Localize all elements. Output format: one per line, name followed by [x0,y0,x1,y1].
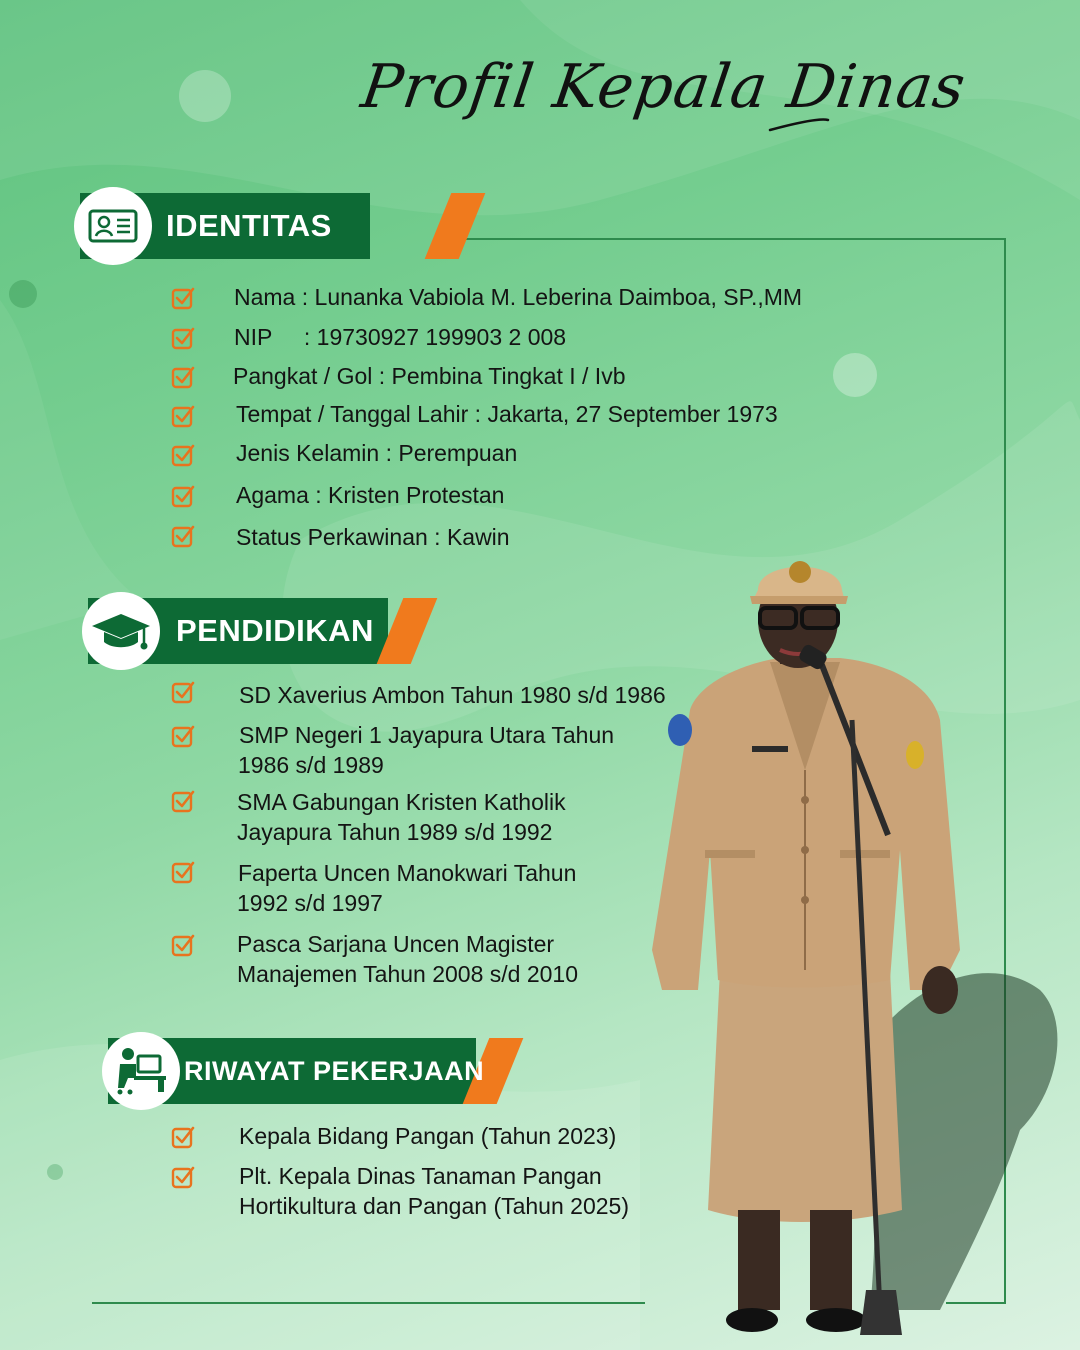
pendidikan-s1-line1: Faperta Uncen Manokwari Tahun [238,860,577,886]
frame-line-bottom-left [92,1302,645,1304]
pekerjaan-plt-line1: Plt. Kepala Dinas Tanaman Pangan [239,1163,602,1189]
list-item [171,361,625,391]
pekerjaan-plt-line2: Hortikultura dan Pangan (Tahun 2025) [239,1193,629,1219]
identitas-heading: IDENTITAS [166,208,332,243]
pendidikan-heading: PENDIDIKAN [176,613,374,648]
frame-line-top [442,238,1006,240]
graduation-cap-icon [82,592,160,670]
list-item [171,787,566,847]
pendidikan-sma-line2: Jayapura Tahun 1989 s/d 1992 [237,819,553,845]
check-icon [171,524,195,548]
office-worker-icon [102,1032,180,1110]
list-item [171,929,578,989]
identitas-header [80,193,410,259]
check-icon [171,724,195,748]
check-icon [171,365,195,389]
check-icon [171,789,195,813]
identitas-ttl: Tempat / Tanggal Lahir : Jakarta, 27 September 1973 [236,401,778,427]
pekerjaan-header [108,1038,528,1104]
identitas-nip: NIP : 19730927 199903 2 008 [234,324,567,350]
check-icon [171,680,195,704]
pendidikan-s2-line1: Pasca Sarjana Uncen Magister [237,931,555,957]
check-icon [171,443,195,467]
pendidikan-sma-line1: SMA Gabungan Kristen Katholik [237,789,566,815]
list-item [171,522,510,552]
list-item [171,282,802,312]
page-title: Profil Kepala Dinas [357,52,971,122]
header-icon-circle [74,187,152,265]
pendidikan-s1-line2: 1992 s/d 1997 [237,890,383,916]
pekerjaan-kabid: Kepala Bidang Pangan (Tahun 2023) [239,1123,617,1149]
list-item [171,438,517,468]
identitas-kelamin: Jenis Kelamin : Perempuan [236,440,518,466]
check-icon [171,286,195,310]
id-card-icon [74,187,152,265]
identitas-nama: Nama : Lunanka Vabiola M. Leberina Daimboa, SP.,MM [234,284,803,310]
title-underline-flourish [360,60,840,150]
list-item [171,322,566,352]
check-icon [171,860,195,884]
header-icon-circle [102,1032,180,1110]
header-icon-circle [82,592,160,670]
list-item [171,720,614,780]
pendidikan-smp-line1: SMP Negeri 1 Jayapura Utara Tahun [239,722,615,748]
pendidikan-sd: SD Xaverius Ambon Tahun 1980 s/d 1986 [239,682,666,708]
list-item [171,399,778,429]
pendidikan-s2-line2: Manajemen Tahun 2008 s/d 2010 [237,961,579,987]
identitas-agama: Agama : Kristen Protestan [236,482,505,508]
list-item [171,858,576,918]
check-icon [171,933,195,957]
list-item [171,680,666,710]
pendidikan-header [88,598,438,664]
check-icon [171,484,195,508]
check-icon [171,404,195,428]
check-icon [171,1125,195,1149]
check-icon [171,1165,195,1189]
pekerjaan-heading: RIWAYAT PEKERJAAN [184,1056,485,1086]
identitas-pangkat: Pangkat / Gol : Pembina Tingkat I / Ivb [233,363,626,389]
list-item [171,1161,629,1221]
identitas-status: Status Perkawinan : Kawin [236,524,510,550]
check-icon [171,326,195,350]
list-item [171,480,504,510]
official-photo [640,550,1080,1350]
pendidikan-smp-line2: 1986 s/d 1989 [238,752,384,778]
list-item [171,1121,616,1151]
